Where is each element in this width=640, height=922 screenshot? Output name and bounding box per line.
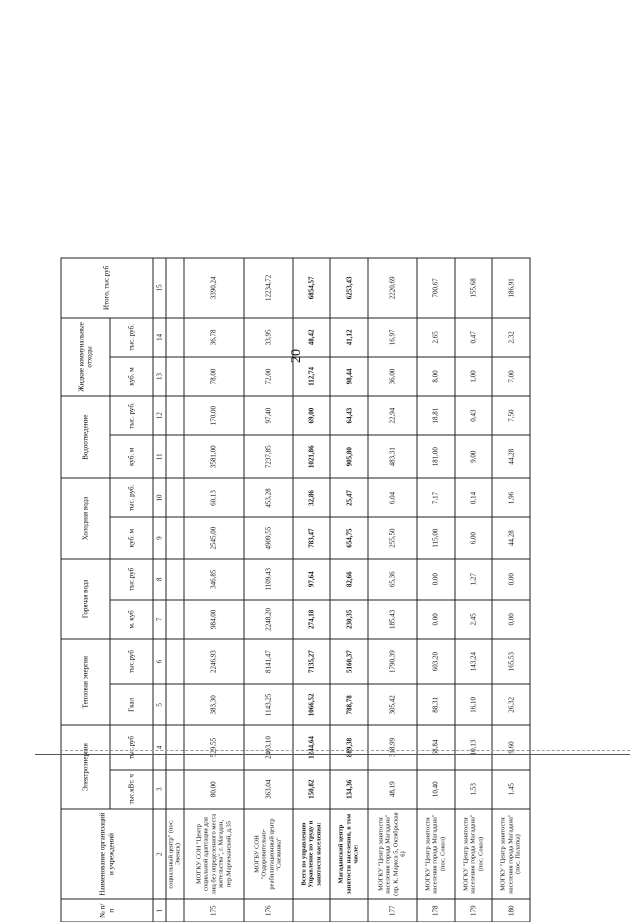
value-cell: 0,43 <box>454 396 492 435</box>
unit-hw-qty: м. куб <box>110 599 153 638</box>
unit-el-qty: тыс.кВт. ч <box>110 769 153 808</box>
unit-heat-rub: тыс.руб <box>110 638 153 683</box>
unit-sw-qty: куб. м <box>110 435 153 478</box>
value-cell: 134,36 <box>330 769 368 808</box>
unit-el-rub: тыс.руб <box>110 725 153 769</box>
utilities-table <box>60 257 530 922</box>
value-cell: 155,68 <box>454 258 492 318</box>
column-number: 8 <box>153 558 166 599</box>
column-number: 3 <box>153 769 166 808</box>
value-cell: 529,55 <box>183 725 243 769</box>
value-cell: 2403,10 <box>243 725 292 769</box>
table-row <box>292 258 330 922</box>
value-cell: 255,50 <box>368 517 417 558</box>
value-cell: 88,31 <box>416 684 454 725</box>
value-cell: 318,99 <box>368 725 417 769</box>
value-cell: 1244,64 <box>292 725 330 769</box>
value-cell: 36,00 <box>368 356 417 395</box>
value-cell: 0,00 <box>416 599 454 638</box>
value-cell: 788,78 <box>330 684 368 725</box>
value-cell <box>166 435 184 478</box>
table-row <box>243 258 292 922</box>
value-cell: 36,78 <box>183 317 243 356</box>
column-number: 15 <box>153 258 166 318</box>
row-number: 177 <box>368 899 417 922</box>
unit-lw-qty: куб. м <box>110 356 153 395</box>
header-electricity: Электроэнергия <box>61 725 110 808</box>
column-number: 10 <box>153 478 166 517</box>
unit-lw-rub: тыс. руб. <box>110 317 153 356</box>
header-sewage: Водоотведение <box>61 396 110 478</box>
value-cell: 2,45 <box>454 599 492 638</box>
value-cell: 783,47 <box>292 517 330 558</box>
value-cell <box>166 396 184 435</box>
column-number: 5 <box>153 684 166 725</box>
value-cell: 65,36 <box>368 558 417 599</box>
data-table-container <box>60 257 530 922</box>
value-cell: 82,66 <box>330 558 368 599</box>
header-name: Наименование организаций и учреждений <box>61 808 153 899</box>
value-cell: 80,00 <box>183 769 243 808</box>
column-number: 2 <box>153 808 166 899</box>
organization-name: МОГКУ "Центр занятости населения города Магадана" (пос. Сокол) <box>454 808 492 899</box>
value-cell: 1,53 <box>454 769 492 808</box>
row-number: 175 <box>183 899 243 922</box>
value-cell: 60,13 <box>183 478 243 517</box>
row-number <box>330 899 368 922</box>
value-cell: 1021,86 <box>292 435 330 478</box>
value-cell: 150,82 <box>292 769 330 808</box>
value-cell: 0,14 <box>454 478 492 517</box>
value-cell: 889,38 <box>330 725 368 769</box>
column-number: 12 <box>153 396 166 435</box>
table-body <box>166 258 530 922</box>
header-cold-water: Холодная вода <box>61 478 110 558</box>
value-cell <box>166 684 184 725</box>
row-number <box>292 899 330 922</box>
value-cell <box>166 517 184 558</box>
column-number: 4 <box>153 725 166 769</box>
value-cell: 2246,93 <box>183 638 243 683</box>
value-cell: 97,64 <box>292 558 330 599</box>
value-cell: 12234,72 <box>243 258 292 318</box>
value-cell: 185,43 <box>368 599 417 638</box>
value-cell: 0,47 <box>454 317 492 356</box>
column-number-row <box>153 258 166 922</box>
value-cell: 72,00 <box>243 356 292 395</box>
table-row <box>416 258 454 922</box>
value-cell: 16,10 <box>454 684 492 725</box>
value-cell: 7,00 <box>492 356 530 395</box>
value-cell: 6854,57 <box>292 258 330 318</box>
organization-name: МОГКУ "Центр занятости населения города Магадана" (пос. Палатка) <box>492 808 530 899</box>
value-cell: 1,00 <box>454 356 492 395</box>
column-number: 1 <box>153 899 166 922</box>
organization-name: МОГКУ СОН "Центр социальной адаптации для лиц без определенного места жительства", г. Магадан, пер.Марчеканский, д.35 <box>183 808 243 899</box>
value-cell: 115,00 <box>416 517 454 558</box>
value-cell: 9,60 <box>492 725 530 769</box>
organization-name: МОГБУ СОН "Оздоровительно-реабилитационный центр "Снежинка" <box>243 808 292 899</box>
unit-hw-rub: тыс.руб <box>110 558 153 599</box>
value-cell: 112,74 <box>292 356 330 395</box>
solid-divider <box>35 754 630 755</box>
header-num: № п/п <box>61 899 153 922</box>
organization-name: Магаданский центр занятости населения, в том числе: <box>330 808 368 899</box>
value-cell: 7135,27 <box>292 638 330 683</box>
value-cell <box>166 725 184 769</box>
organization-name: Всего по управлению Управление по труду и занятости населения: <box>292 808 330 899</box>
value-cell: 64,43 <box>330 396 368 435</box>
value-cell: 453,28 <box>243 478 292 517</box>
row-number: 176 <box>243 899 292 922</box>
organization-name: МОГКУ "Центр занятости населения города Магадана" (пос. Сокол) <box>416 808 454 899</box>
value-cell: 1066,52 <box>292 684 330 725</box>
value-cell: 905,80 <box>330 435 368 478</box>
value-cell: 984,00 <box>183 599 243 638</box>
header-heat: Тепловая энергия <box>61 638 110 724</box>
value-cell: 6,04 <box>368 478 417 517</box>
column-number: 14 <box>153 317 166 356</box>
value-cell: 483,31 <box>368 435 417 478</box>
value-cell: 33,95 <box>243 317 292 356</box>
value-cell: 2,32 <box>492 317 530 356</box>
table-row <box>454 258 492 922</box>
value-cell: 143,24 <box>454 638 492 683</box>
value-cell: 0,00 <box>492 558 530 599</box>
value-cell: 69,00 <box>292 396 330 435</box>
value-cell <box>166 769 184 808</box>
value-cell: 603,20 <box>416 638 454 683</box>
row-number: 180 <box>492 899 530 922</box>
value-cell: 2545,00 <box>183 517 243 558</box>
row-number: 179 <box>454 899 492 922</box>
value-cell: 4909,55 <box>243 517 292 558</box>
value-cell <box>166 258 184 318</box>
value-cell <box>166 638 184 683</box>
table-row <box>368 258 417 922</box>
value-cell: 165,53 <box>492 638 530 683</box>
value-cell: 2220,69 <box>368 258 417 318</box>
value-cell: 181,00 <box>416 435 454 478</box>
value-cell: 346,85 <box>183 558 243 599</box>
value-cell: 97,40 <box>243 396 292 435</box>
value-cell: 170,00 <box>183 396 243 435</box>
value-cell: 48,42 <box>292 317 330 356</box>
header-liquid-waste: Жидкие коммунальные отходы <box>61 317 110 395</box>
value-cell: 25,47 <box>330 478 368 517</box>
value-cell: 0,00 <box>492 599 530 638</box>
value-cell: 1143,25 <box>243 684 292 725</box>
value-cell <box>166 558 184 599</box>
page-number: 20 <box>289 349 304 363</box>
value-cell: 16,97 <box>368 317 417 356</box>
value-cell: 9,00 <box>454 435 492 478</box>
value-cell: 1,96 <box>492 478 530 517</box>
value-cell: 44,28 <box>492 517 530 558</box>
value-cell: 2,65 <box>416 317 454 356</box>
value-cell: 48,19 <box>368 769 417 808</box>
value-cell: 274,18 <box>292 599 330 638</box>
value-cell <box>166 356 184 395</box>
value-cell: 1,45 <box>492 769 530 808</box>
value-cell: 3581,00 <box>183 435 243 478</box>
value-cell <box>166 317 184 356</box>
table-row <box>492 258 530 922</box>
column-number: 13 <box>153 356 166 395</box>
value-cell: 10,40 <box>416 769 454 808</box>
column-number: 9 <box>153 517 166 558</box>
row-number <box>166 899 184 922</box>
row-number: 178 <box>416 899 454 922</box>
value-cell: 7,50 <box>492 396 530 435</box>
value-cell: 7,17 <box>416 478 454 517</box>
value-cell: 41,12 <box>330 317 368 356</box>
value-cell: 700,67 <box>416 258 454 318</box>
value-cell: 26,32 <box>492 684 530 725</box>
value-cell: 78,00 <box>183 356 243 395</box>
value-cell: 6253,43 <box>330 258 368 318</box>
value-cell: 44,28 <box>492 435 530 478</box>
value-cell: 3390,24 <box>183 258 243 318</box>
value-cell: 18,81 <box>416 396 454 435</box>
value-cell: 1109,43 <box>243 558 292 599</box>
column-number: 11 <box>153 435 166 478</box>
value-cell: 32,86 <box>292 478 330 517</box>
unit-cw-qty: куб. м <box>110 517 153 558</box>
value-cell: 10,13 <box>454 725 492 769</box>
value-cell: 7237,85 <box>243 435 292 478</box>
value-cell: 305,42 <box>368 684 417 725</box>
value-cell: 230,35 <box>330 599 368 638</box>
value-cell: 654,75 <box>330 517 368 558</box>
organization-name: социальный центр" (пос. Эвенск) <box>166 808 184 899</box>
value-cell: 5160,37 <box>330 638 368 683</box>
value-cell: 8,00 <box>416 356 454 395</box>
value-cell: 186,91 <box>492 258 530 318</box>
value-cell: 8141,47 <box>243 638 292 683</box>
value-cell: 0,00 <box>416 558 454 599</box>
value-cell: 22,94 <box>368 396 417 435</box>
value-cell <box>166 478 184 517</box>
table-row <box>183 258 243 922</box>
header-hot-water: Горячая вода <box>61 558 110 638</box>
value-cell: 1,27 <box>454 558 492 599</box>
value-cell: 2248,20 <box>243 599 292 638</box>
table-row <box>330 258 368 922</box>
dashed-divider <box>60 750 630 752</box>
value-cell: 98,44 <box>330 356 368 395</box>
value-cell: 68,84 <box>416 725 454 769</box>
column-number: 6 <box>153 638 166 683</box>
column-number: 7 <box>153 599 166 638</box>
organization-name: МОГКУ "Центр занятости населения города Магадана" (пр. К. Маркса 5, Октябрьская 6) <box>368 808 417 899</box>
value-cell: 383,30 <box>183 684 243 725</box>
unit-cw-rub: тыс. руб. <box>110 478 153 517</box>
table-row <box>166 258 184 922</box>
value-cell: 1790,39 <box>368 638 417 683</box>
value-cell: 363,04 <box>243 769 292 808</box>
header-total: Итого, тыс.руб <box>61 258 153 318</box>
value-cell: 6,00 <box>454 517 492 558</box>
value-cell <box>166 599 184 638</box>
unit-heat-qty: Гкал <box>110 684 153 725</box>
unit-sw-rub: тыс. руб. <box>110 396 153 435</box>
